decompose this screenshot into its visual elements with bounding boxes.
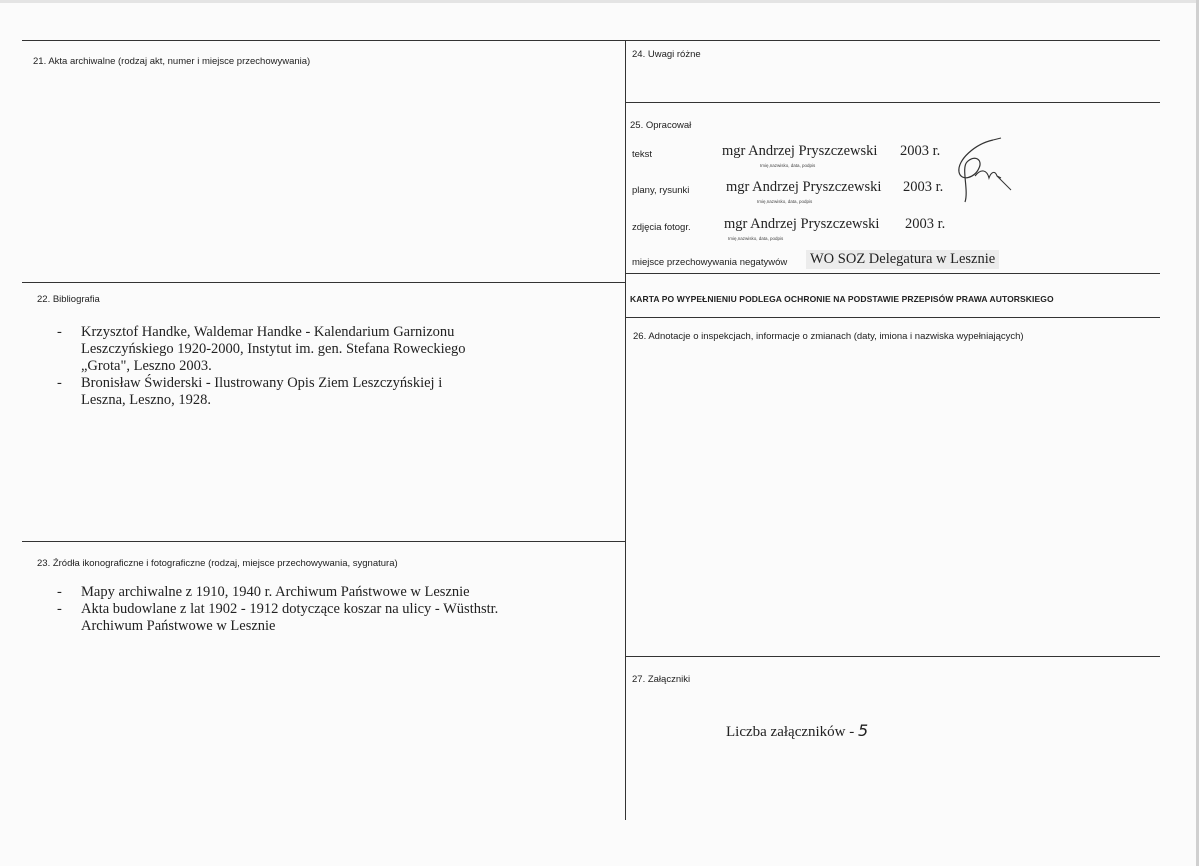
divider-26-27 xyxy=(625,656,1160,657)
section-24-title: 24. Uwagi różne xyxy=(632,49,701,60)
author-row-year: 2003 r. xyxy=(900,143,941,159)
negatives-location: WO SOZ Delegatura w Lesznie xyxy=(806,250,999,269)
author-row-year: 2003 r. xyxy=(903,179,944,195)
scan-edge-top xyxy=(0,0,1199,3)
negatives-label: miejsce przechowywania negatywów xyxy=(632,257,788,268)
author-row-year: 2003 r. xyxy=(905,216,946,232)
iconography-item: - Mapy archiwalne z 1910, 1940 r. Archiwum Państwowe w Lesznie xyxy=(57,584,527,601)
author-row-name: mgr Andrzej Pryszczewski xyxy=(724,216,880,232)
bibliography-item: - Krzysztof Handke, Waldemar Handke - Kalendarium Garnizonu Leszczyńskiego 1920-2000, Instytut im. gen. Stefana Roweckiego „Grota", Leszno 2003. xyxy=(57,324,487,375)
signature xyxy=(935,132,1025,212)
attachments-count: 5 xyxy=(858,721,869,740)
section-23-title: 23. Źródła ikonograficzne i fotograficzne (rodzaj, miejsce przechowywania, sygnatura) xyxy=(37,558,398,569)
divider-24-25 xyxy=(625,102,1160,103)
author-row-caption: Imię,nazwisko, data, podpis xyxy=(760,163,816,168)
author-row-label-photos: zdjęcia fotogr. xyxy=(632,222,691,233)
author-row-label-text: tekst xyxy=(632,149,653,160)
iconography-list xyxy=(57,584,527,635)
attachments-label: Liczba załączników - xyxy=(726,724,859,740)
divider-25-note xyxy=(625,273,1160,274)
section-25-title: 25. Opracował xyxy=(630,120,692,131)
author-row-caption: Imię,nazwisko, data, podpis xyxy=(728,236,784,241)
copyright-note: KARTA PO WYPEŁNIENIU PODLEGA OCHRONIE NA PODSTAWIE PRZEPISÓW PRAWA AUTORSKIEGO xyxy=(630,294,1054,304)
bibliography-item: - Bronisław Świderski - Ilustrowany Opis Ziem Leszczyńskiej i Leszna, Leszno, 1928. xyxy=(57,375,487,409)
author-row-name: mgr Andrzej Pryszczewski xyxy=(722,143,878,159)
section-26-title: 26. Adnotacje o inspekcjach, informacje o zmianach (daty, imiona i nazwiska wypełniających) xyxy=(633,331,1024,342)
section-22-title: 22. Bibliografia xyxy=(37,294,100,305)
section-27-title: 27. Załączniki xyxy=(632,674,691,685)
divider-note-26 xyxy=(625,317,1160,318)
author-row-label-drawings: plany, rysunki xyxy=(632,185,690,196)
divider-22-23 xyxy=(22,541,625,542)
author-row-caption: Imię,nazwisko, data, podpis xyxy=(757,199,813,204)
author-row-name: mgr Andrzej Pryszczewski xyxy=(726,179,882,195)
iconography-item: - Akta budowlane z lat 1902 - 1912 dotyczące koszar na ulicy - Wüsthstr. Archiwum Państwowe w Lesznie xyxy=(57,601,527,635)
attachments-line xyxy=(726,721,868,741)
divider-21-22 xyxy=(22,282,625,283)
center-divider xyxy=(625,40,626,820)
bibliography-list xyxy=(57,324,487,409)
top-rule xyxy=(22,40,1160,41)
section-21-title: 21. Akta archiwalne (rodzaj akt, numer i miejsce przechowywania) xyxy=(33,56,311,67)
